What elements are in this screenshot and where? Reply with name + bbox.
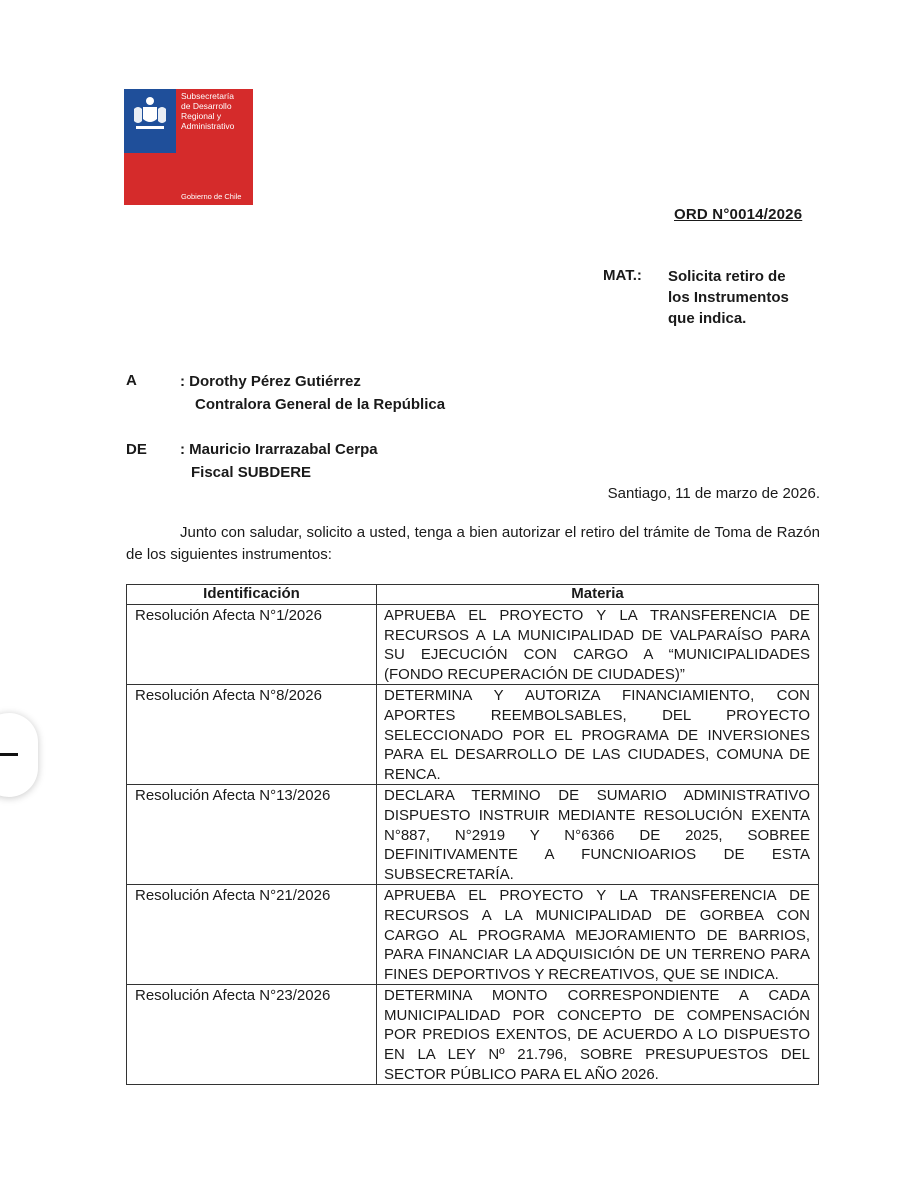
row-identification: Resolución Afecta N°8/2026 bbox=[127, 685, 377, 785]
addressee-title: Contralora General de la República bbox=[195, 396, 446, 413]
table-row bbox=[127, 685, 819, 785]
row-identification: Resolución Afecta N°1/2026 bbox=[127, 605, 377, 685]
addressee-block bbox=[180, 370, 445, 416]
logo-line-3: Regional y bbox=[181, 111, 222, 121]
minus-icon bbox=[0, 753, 18, 756]
logo-red-lower-block bbox=[124, 153, 176, 205]
logo-line-1: Subsecretaría bbox=[181, 91, 234, 101]
logo-line-2: de Desarrollo bbox=[181, 101, 232, 111]
instruments-table bbox=[126, 584, 819, 1085]
row-materia: APRUEBA EL PROYECTO Y LA TRANSFERENCIA DE RECURSOS A LA MUNICIPALIDAD DE GORBEA CON CARGO AL PROGRAMA MEJORAMIENTO DE BARRIOS, PARA FINANCIAR LA ADQUISICIÓN DE UN TERRENO PARA FINES DEPORTIVOS Y RECREATIVOS, QUE SE INDICA. bbox=[377, 885, 819, 985]
row-materia: DETERMINA MONTO CORRESPONDIENTE A CADA MUNICIPALIDAD POR CONCEPTO DE COMPENSACIÓN POR PREDIOS EXENTOS, DE ACUERDO A LO DISPUESTO EN LA LEY Nº 21.796, SOBRE PRESUPUESTOS DEL SECTOR PÚBLICO PARA EL AÑO 2026. bbox=[377, 985, 819, 1085]
logo-text bbox=[181, 91, 255, 131]
addressee-label: A bbox=[126, 372, 137, 389]
logo-line-4: Administrativo bbox=[181, 121, 235, 131]
row-materia: DECLARA TERMINO DE SUMARIO ADMINISTRATIVO DISPUESTO INSTRUIR MEDIANTE RESOLUCIÓN EXENTA N°887, N°2919 Y N°6366 DE 2025, SOBREE DEFINITIVAMENTE A FUNCNIOARIOS DE ESTA SUBSECRETARÍA. bbox=[377, 785, 819, 885]
mat-label: MAT.: bbox=[603, 267, 642, 284]
intro-paragraph: Junto con saludar, solicito a usted, tenga a bien autorizar el retiro del trámite de Toma de Razón de los siguientes instrumentos: bbox=[126, 524, 820, 563]
document-date: Santiago, 11 de marzo de 2026. bbox=[607, 485, 820, 502]
row-materia: APRUEBA EL PROYECTO Y LA TRANSFERENCIA DE RECURSOS A LA MUNICIPALIDAD DE VALPARAÍSO PARA SU EJECUCIÓN CON CARGO A “MUNICIPALIDADES (FONDO RECUPERACIÓN DE CIUDADES)” bbox=[377, 605, 819, 685]
side-collapse-button[interactable] bbox=[0, 713, 38, 797]
logo-red-block bbox=[176, 89, 253, 205]
mat-text bbox=[668, 266, 828, 329]
row-materia: DETERMINA Y AUTORIZA FINANCIAMIENTO, CON APORTES REEMBOLSABLES, DEL PROYECTO SELECCIONADO POR EL PROGRAMA DE INVERSIONES PARA EL DESARROLLO DE LAS CIUDADES, COMUNA DE RENCA. bbox=[377, 685, 819, 785]
row-identification: Resolución Afecta N°21/2026 bbox=[127, 885, 377, 985]
addressee-name: : Dorothy Pérez Gutiérrez bbox=[180, 373, 361, 390]
sender-block bbox=[180, 438, 378, 484]
table-row bbox=[127, 785, 819, 885]
table-header-row bbox=[127, 585, 819, 605]
row-identification: Resolución Afecta N°13/2026 bbox=[127, 785, 377, 885]
table-row bbox=[127, 985, 819, 1085]
logo-footer: Gobierno de Chile bbox=[181, 192, 242, 201]
header-materia: Materia bbox=[377, 585, 819, 605]
header-identificacion: Identificación bbox=[127, 585, 377, 605]
coat-of-arms-icon bbox=[130, 95, 170, 131]
subdere-logo bbox=[124, 89, 253, 205]
logo-blue-block bbox=[124, 89, 176, 205]
table-row bbox=[127, 885, 819, 985]
sender-label: DE bbox=[126, 441, 147, 458]
ord-number: ORD N°0014/2026 bbox=[674, 206, 803, 223]
mat-line-1: Solicita retiro de bbox=[668, 268, 786, 285]
mat-line-2: los Instrumentos bbox=[668, 289, 789, 306]
table-row bbox=[127, 605, 819, 685]
sender-title: Fiscal SUBDERE bbox=[191, 464, 312, 481]
sender-name: : Mauricio Irarrazabal Cerpa bbox=[180, 441, 378, 458]
mat-line-3: que indica. bbox=[668, 310, 747, 327]
row-identification: Resolución Afecta N°23/2026 bbox=[127, 985, 377, 1085]
